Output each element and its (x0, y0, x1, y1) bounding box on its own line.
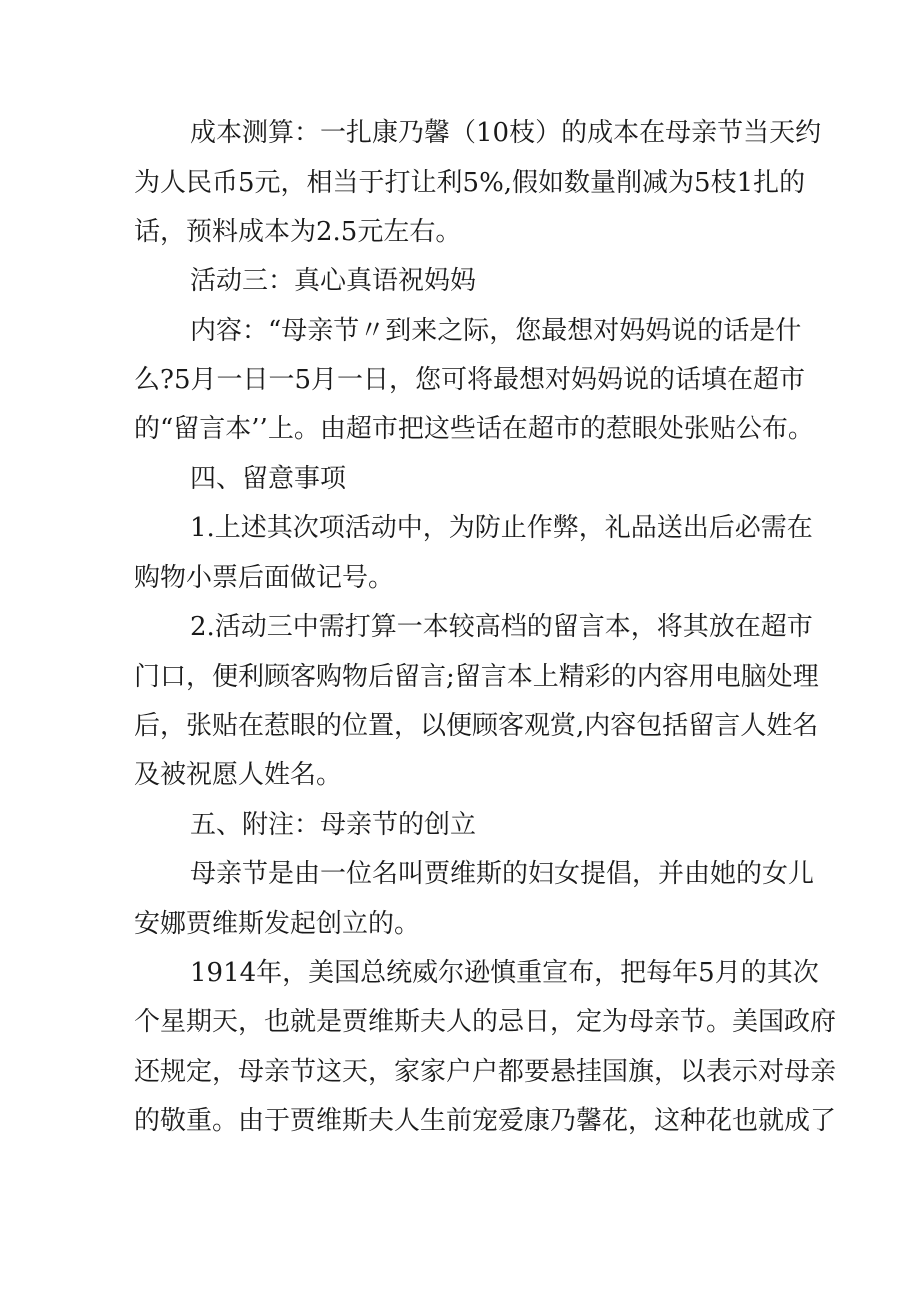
note-two-line-1: 2.活动三中需打算一本较高档的留言本，将其放在超市 (190, 612, 813, 642)
content-line-3: 的“留言本’’上。由超市把这些话在超市的惹眼处张贴公布。 (134, 414, 814, 444)
note-two-line-3: 后，张贴在惹眼的位置，以便顾客观赏,内容包括留言人姓名 (134, 711, 819, 741)
founding-para-line-1: 母亲节是由一位名叫贾维斯的妇女提倡，并由她的女儿 (190, 859, 815, 889)
cost-estimate-line-2: 为人民币5元，相当于打让利5%,假如数量削减为5枝1扎的 (134, 168, 806, 198)
founding-para-line-2: 安娜贾维斯发起创立的。 (134, 909, 421, 939)
note-one-line-2: 购物小票后面做记号。 (134, 563, 395, 593)
section-five-heading: 五、附注：母亲节的创立 (190, 810, 477, 840)
history-para-line-4: 的敬重。由于贾维斯夫人生前宠爱康乃馨花，这种花也就成了 (134, 1106, 837, 1136)
content-line-1: 内容：“母亲节〃到来之际，您最想对妈妈说的话是什 (190, 316, 802, 346)
history-para-line-1: 1914年，美国总统威尔逊慎重宣布，把每年5月的其次 (190, 958, 819, 988)
history-para-line-3: 还规定，母亲节这天，家家户户都要悬挂国旗，以表示对母亲 (134, 1057, 837, 1087)
cost-estimate-line-1: 成本测算：一扎康乃馨（10枝）的成本在母亲节当天约 (190, 118, 822, 148)
note-one-line-1: 1.上述其次项活动中，为防止作弊，礼品送出后必需在 (190, 513, 813, 543)
note-two-line-2: 门口，便利顾客购物后留言;留言本上精彩的内容用电脑处理 (134, 662, 819, 692)
note-two-line-4: 及被祝愿人姓名。 (134, 760, 343, 790)
activity-three-heading: 活动三：真心真语祝妈妈 (190, 266, 477, 296)
cost-estimate-line-3: 话，预料成本为2.5元左右。 (134, 217, 462, 247)
history-para-line-2: 个星期天，也就是贾维斯夫人的忌日，定为母亲节。美国政府 (134, 1007, 837, 1037)
section-four-heading: 四、留意事项 (190, 464, 347, 494)
content-line-2: 么?5月一日一5月一日，您可将最想对妈妈说的话填在超市 (134, 365, 806, 395)
